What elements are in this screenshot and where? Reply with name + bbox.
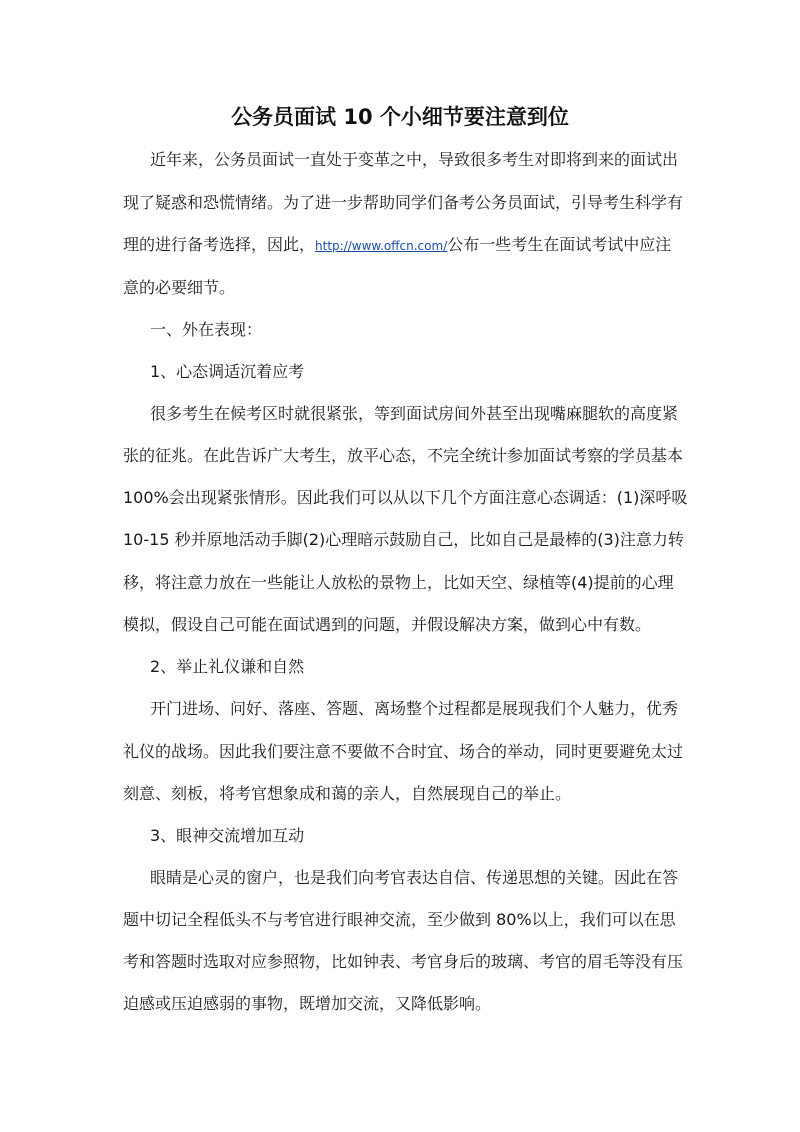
item1-line-5: 移，将注意力放在一些能让人放松的景物上，比如天空、绿植等(4)提前的心理	[123, 573, 674, 592]
item1-line-4: 10-15 秒并原地活动手脚(2)心理暗示鼓励自己，比如自己是最棒的(3)注意力转	[123, 530, 684, 549]
item2-line-1: 开门进场、问好、落座、答题、离场整个过程都是展现我们个人魅力，优秀	[150, 699, 679, 718]
item1-line-6: 模拟，假设自己可能在面试遇到的问题，并假设解决方案，做到心中有数。	[123, 615, 652, 634]
intro-line-1: 近年来，公务员面试一直处于变革之中，导致很多考生对即将到来的面试出	[150, 150, 679, 169]
item3-heading: 3、眼神交流增加互动	[150, 826, 305, 845]
document-title: 公务员面试 10 个小细节要注意到位	[231, 105, 569, 129]
section-heading: 一、外在表现：	[150, 320, 263, 339]
intro-line-3-before: 理的进行备考选择，因此，	[123, 235, 316, 254]
item1-line-2: 张的征兆。在此告诉广大考生，放平心态，不完全统计参加面试考察的学员基本	[123, 446, 684, 465]
item2-heading: 2、举止礼仪谦和自然	[150, 657, 305, 676]
item1-line-1: 很多考生在候考区时就很紧张，等到面试房间外甚至出现嘴麻腿软的高度紧	[150, 404, 679, 423]
item3-line-1: 眼睛是心灵的窗户，也是我们向考官表达自信、传递思想的关键。因此在答	[150, 868, 679, 887]
item1-line-3: 100%会出现紧张情形。因此我们可以从以下几个方面注意心态调适：(1)深呼吸	[123, 488, 688, 507]
offcn-link[interactable]: http://www.offcn.com/	[315, 239, 448, 253]
item2-line-2: 礼仪的战场。因此我们要注意不要做不合时宜、场合的举动，同时更要避免太过	[123, 742, 684, 761]
item1-heading: 1、心态调适沉着应考	[150, 362, 305, 381]
intro-line-4: 意的必要细节。	[123, 278, 236, 297]
item3-line-2: 题中切记全程低头不与考官进行眼神交流，至少做到 80%以上，我们可以在思	[123, 910, 676, 929]
intro-line-3	[123, 233, 683, 258]
intro-line-3-after: 公布一些考生在面试考试中应注	[447, 235, 672, 254]
item3-line-3: 考和答题时选取对应参照物，比如钟表、考官身后的玻璃、考官的眉毛等没有压	[123, 952, 684, 971]
item3-line-4: 迫感或压迫感弱的事物，既增加交流，又降低影响。	[123, 994, 492, 1013]
item2-line-3: 刻意、刻板，将考官想象成和蔼的亲人，自然展现自己的举止。	[123, 784, 572, 803]
intro-line-2: 现了疑惑和恐慌情绪。为了进一步帮助同学们备考公务员面试，引导考生科学有	[123, 193, 684, 212]
